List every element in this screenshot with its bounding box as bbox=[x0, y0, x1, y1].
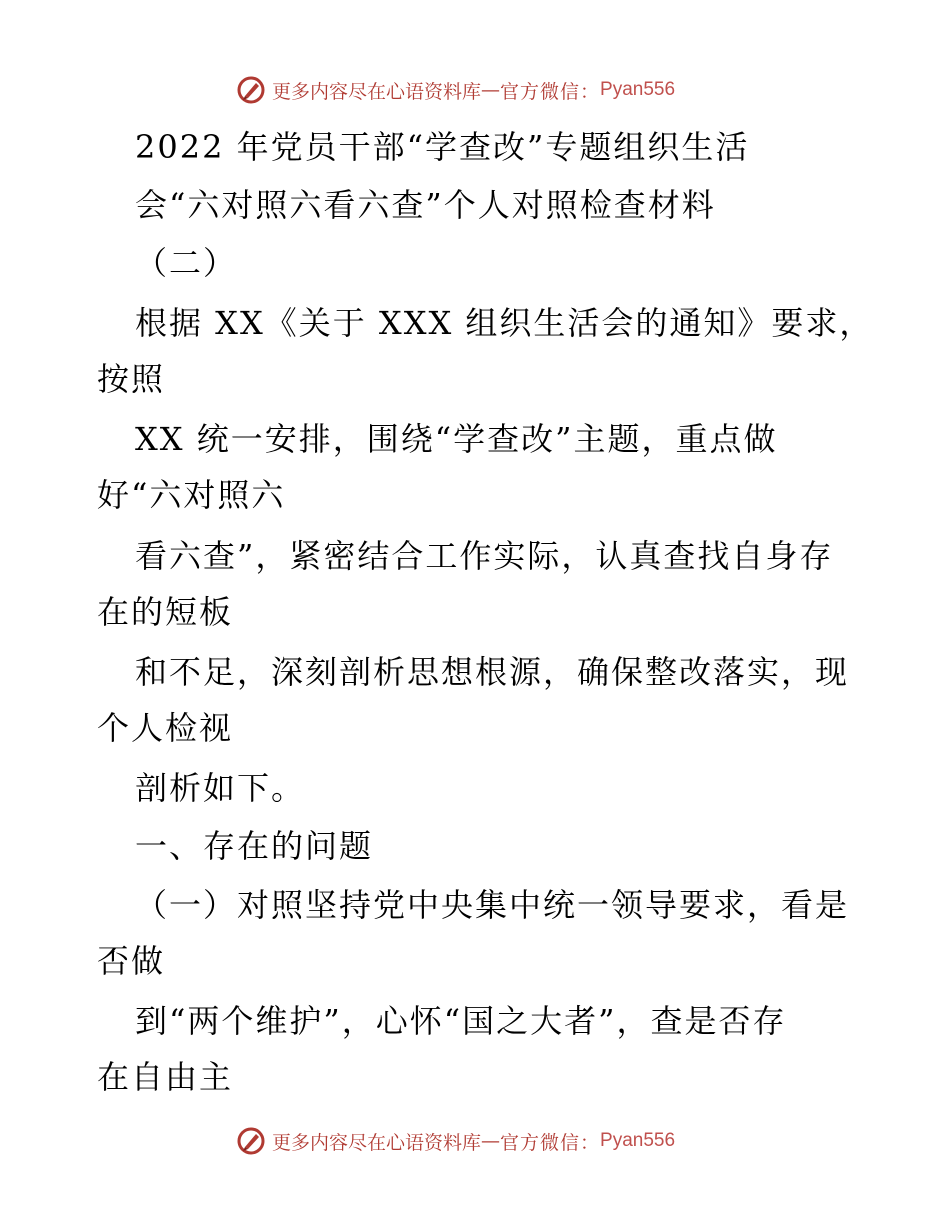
pen-logo-icon bbox=[236, 75, 266, 105]
paragraph-line: 和不足，深刻剖析思想根源，确保整改落实，现 bbox=[135, 653, 850, 691]
document-title-line-2: 会“六对照六看六查”个人对照检查材料 bbox=[135, 186, 716, 224]
banner-wechat-label: 官方微信： bbox=[500, 1131, 601, 1154]
document-title-line-3: （二） bbox=[135, 244, 238, 282]
paragraph-line: （一）对照坚持党中央集中统一领导要求，看是 bbox=[135, 886, 850, 924]
section-heading: 一、存在的问题 bbox=[135, 827, 374, 865]
paragraph-line: 个人检视 bbox=[97, 709, 234, 747]
banner-text: 更多内容尽在心语资料库 bbox=[272, 80, 482, 103]
paragraph-line: 看六查”，紧密结合工作实际，认真查找自身存 bbox=[135, 537, 834, 575]
banner-separator: — bbox=[481, 79, 501, 101]
paragraph-line: 否做 bbox=[97, 942, 166, 980]
paragraph-line: 在自由主 bbox=[97, 1058, 234, 1096]
paragraph-line: 好“六对照六 bbox=[97, 476, 286, 514]
document-title-line-1: 2022 年党员干部“学查改”专题组织生活 bbox=[135, 128, 750, 166]
banner-text: 更多内容尽在心语资料库 bbox=[272, 1131, 482, 1154]
paragraph-line: 在的短板 bbox=[97, 593, 234, 631]
paragraph-line: XX 统一安排，围绕“学查改”主题，重点做 bbox=[135, 420, 778, 458]
banner-separator: — bbox=[481, 1130, 501, 1152]
paragraph-line: 剖析如下。 bbox=[135, 769, 306, 807]
header-banner bbox=[236, 73, 675, 107]
paragraph-line: 到“两个维护”，心怀“国之大者”，查是否存 bbox=[135, 1002, 787, 1040]
banner-wechat-id: Pyan556 bbox=[600, 1130, 676, 1151]
paragraph-line: 按照 bbox=[97, 360, 166, 398]
banner-wechat-label: 官方微信： bbox=[500, 80, 601, 103]
banner-wechat-id: Pyan556 bbox=[600, 79, 676, 100]
paragraph-line: 根据 XX《关于 XXX 组织生活会的通知》要求， bbox=[135, 304, 874, 342]
pen-logo-icon bbox=[236, 1126, 266, 1156]
footer-banner bbox=[236, 1124, 675, 1158]
